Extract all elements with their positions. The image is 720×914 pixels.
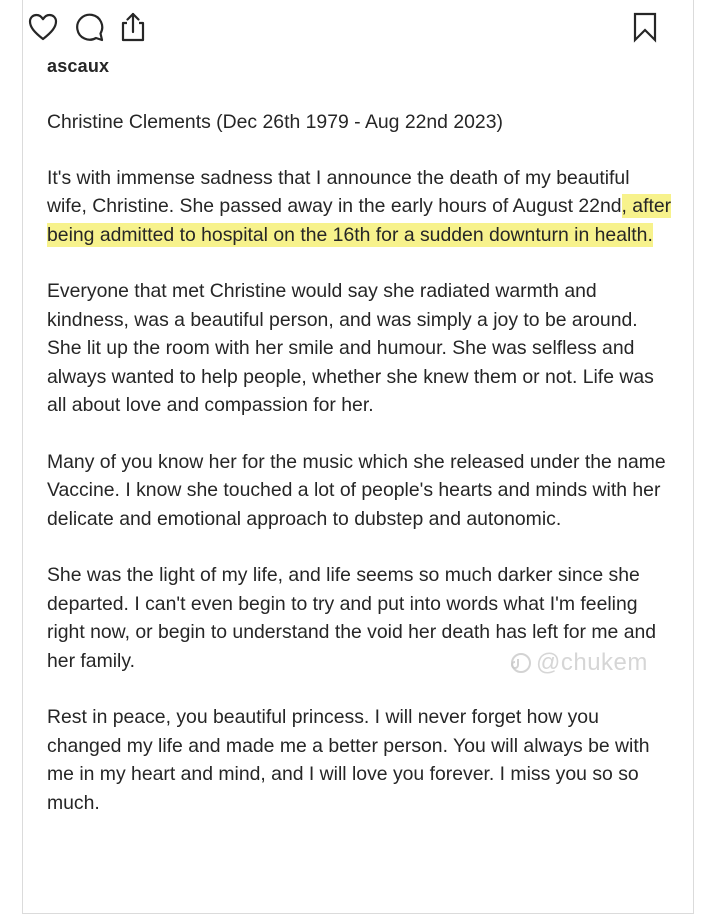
save-button[interactable] xyxy=(628,10,662,44)
caption-paragraph-3: Many of you know her for the music which she released under the name Vaccine. I know she touched a lot of people's hearts and minds with her delicate and emotional approach to dubstep and autonomic. xyxy=(47,450,666,530)
watermark-text: @chukem xyxy=(536,649,648,676)
share-button[interactable] xyxy=(116,10,150,44)
watermark-logo-icon xyxy=(510,652,532,674)
post-username[interactable]: ascaux xyxy=(47,56,110,76)
caption-paragraph-1 xyxy=(47,164,672,250)
post-action-bar xyxy=(22,10,694,46)
watermark xyxy=(510,649,648,677)
highlighted-text: , after being admitted to hospital on the 16th for a sudden downturn in health. xyxy=(47,195,672,246)
bookmark-icon xyxy=(632,11,658,43)
like-button[interactable] xyxy=(26,10,60,44)
caption-title: Christine Clements (Dec 26th 1979 - Aug 22nd 2023) xyxy=(47,111,503,133)
post-caption xyxy=(47,108,672,845)
caption-paragraph-5: Rest in peace, you beautiful princess. I will never forget how you changed my life and made me a better person. You will always be with me in my heart and mind, and I will love you forever. I miss you so so much. xyxy=(47,706,650,814)
caption-paragraph-4: She was the light of my life, and life seems so much darker since she departed. I can't even begin to try and put into words what I'm feeling right now, or begin to understand the void her death has left for me and her family. xyxy=(47,564,657,672)
caption-paragraph-2: Everyone that met Christine would say she radiated warmth and kindness, was a beautiful person, and was simply a joy to be around. She lit up the room with her smile and humour. She was selfless and always wanted to help people, whether she knew them or not. Life was all about love and compassion for her. xyxy=(47,280,654,416)
caption-paragraph-1-text: It's with immense sadness that I announce the death of my beautiful wife, Christine. She passed away in the early hours of August 22nd xyxy=(47,166,630,217)
comment-button[interactable] xyxy=(72,10,106,44)
comment-icon xyxy=(74,12,104,42)
share-icon xyxy=(118,11,148,43)
heart-icon xyxy=(28,13,58,41)
